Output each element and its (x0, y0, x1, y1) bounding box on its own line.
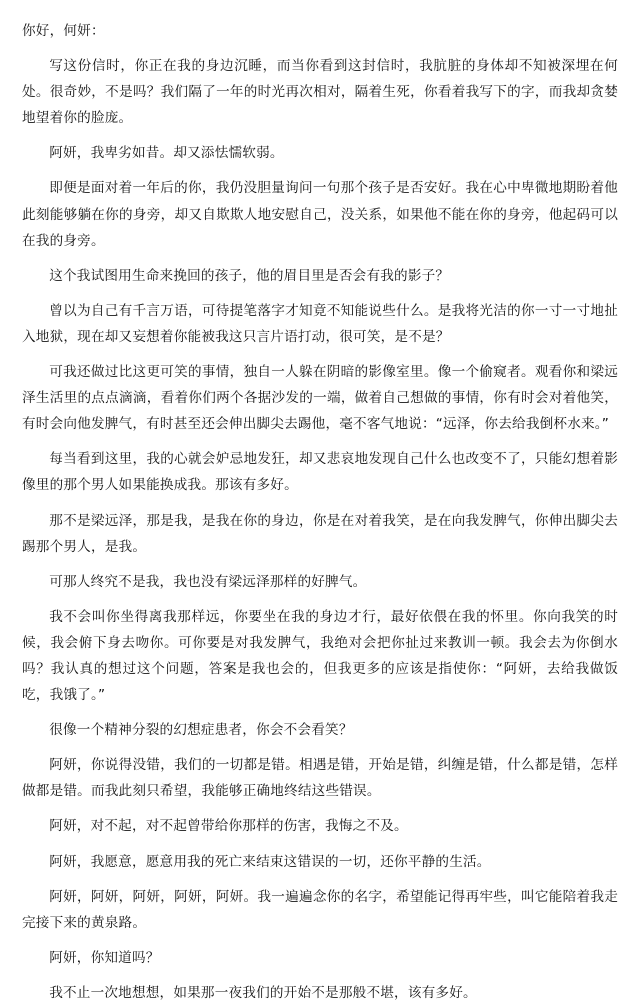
letter-paragraph: 可那人终究不是我，我也没有梁远泽那样的好脾气。 (49, 573, 367, 590)
letter-paragraph: 很像一个精神分裂的幻想症患者，你会不会看笑？ (49, 722, 353, 739)
letter-paragraph: 阿妍，对不起，对不起曾带给你那样的伤害，我悔之不及。 (49, 818, 408, 835)
letter-paragraph: 我不会叫你坐得离我那样远，你要坐在我的身边才行，最好依偎在我的怀里。你向我笑的时候，我会俯下身去吻你。可你要是对我发脾气，我绝对会把你扯过来教训一顿。我会去为你倒水吗？我认真的想过这个问题，答案是我也会的，但我更多的应该是指使你：“阿妍，去给我做饭吃，我饿了。” (22, 608, 618, 704)
letter-paragraph: 即便是面对着一年后的你，我仍没胆量询问一句那个孩子是否安好。我在心中卑微地期盼着他此刻能够躺在你的身旁，却又自欺欺人地安慰自己，没关系，如果他不能在你的身旁，他起码可以在我的身旁。 (22, 180, 618, 249)
letter-paragraph: 这个我试图用生命来挽回的孩子，他的眉目里是否会有我的影子？ (49, 267, 450, 284)
letter-paragraph: 每当看到这里，我的心就会妒忌地发狂，却又悲哀地发现自己什么也改变不了，只能幻想着影像里的那个男人如果能换成我。那该有多好。 (22, 451, 618, 494)
letter-paragraph: 阿妍，阿妍，阿妍，阿妍，阿妍。我一遍遍念你的名字，希望能记得再牢些，叫它能陪着我走完接下来的黄泉路。 (22, 888, 618, 931)
letter-paragraph: 阿妍，我卑劣如昔。却又添怯懦软弱。 (49, 145, 284, 162)
letter-paragraph: 我不止一次地想想，如果那一夜我们的开始不是那般不堪，该有多好。 (49, 984, 477, 1001)
letter-paragraph: 阿妍，你知道吗？ (49, 949, 160, 966)
letter-body (22, 18, 618, 1006)
letter-paragraph: 阿妍，我愿意，愿意用我的死亡来结束这错误的一切，还你平静的生活。 (49, 853, 491, 870)
letter-paragraph: 可我还做过比这更可笑的事情，独自一人躲在阴暗的影像室里。像一个偷窥者。观看你和梁远泽生活里的点点滴滴，看着你们两个各据沙发的一端，做着自己想做的事情，你有时会对着他笑，有时会向他发脾气，有时甚至还会伸出脚尖去踢他，毫不客气地说：“远泽，你去给我倒杯水来。” (22, 364, 618, 433)
letter-paragraph: 阿妍，你说得没错，我们的一切都是错。相遇是错，开始是错，纠缠是错，什么都是错，怎样做都是错。而我此刻只希望，我能够正确地终结这些错误。 (22, 757, 618, 800)
letter-salutation: 你好，何妍： (22, 23, 105, 39)
letter-paragraph: 写这份信时，你正在我的身边沉睡，而当你看到这封信时，我肮脏的身体却不知被深埋在何处。很奇妙，不是吗？我们隔了一年的时光再次相对，隔着生死，你看着我写下的字，而我却贪婪地望着你的脸庞。 (22, 58, 618, 127)
letter-paragraph: 那不是梁远泽，那是我，是我在你的身边，你是在对着我笑，是在向我发脾气，你伸出脚尖去踢那个男人，是我。 (22, 512, 618, 555)
letter-paragraph: 曾以为自己有千言万语，可待提笔落字才知竟不知能说些什么。是我将光洁的你一寸一寸地扯入地狱，现在却又妄想着你能被我这只言片语打动，很可笑，是不是？ (22, 302, 618, 345)
